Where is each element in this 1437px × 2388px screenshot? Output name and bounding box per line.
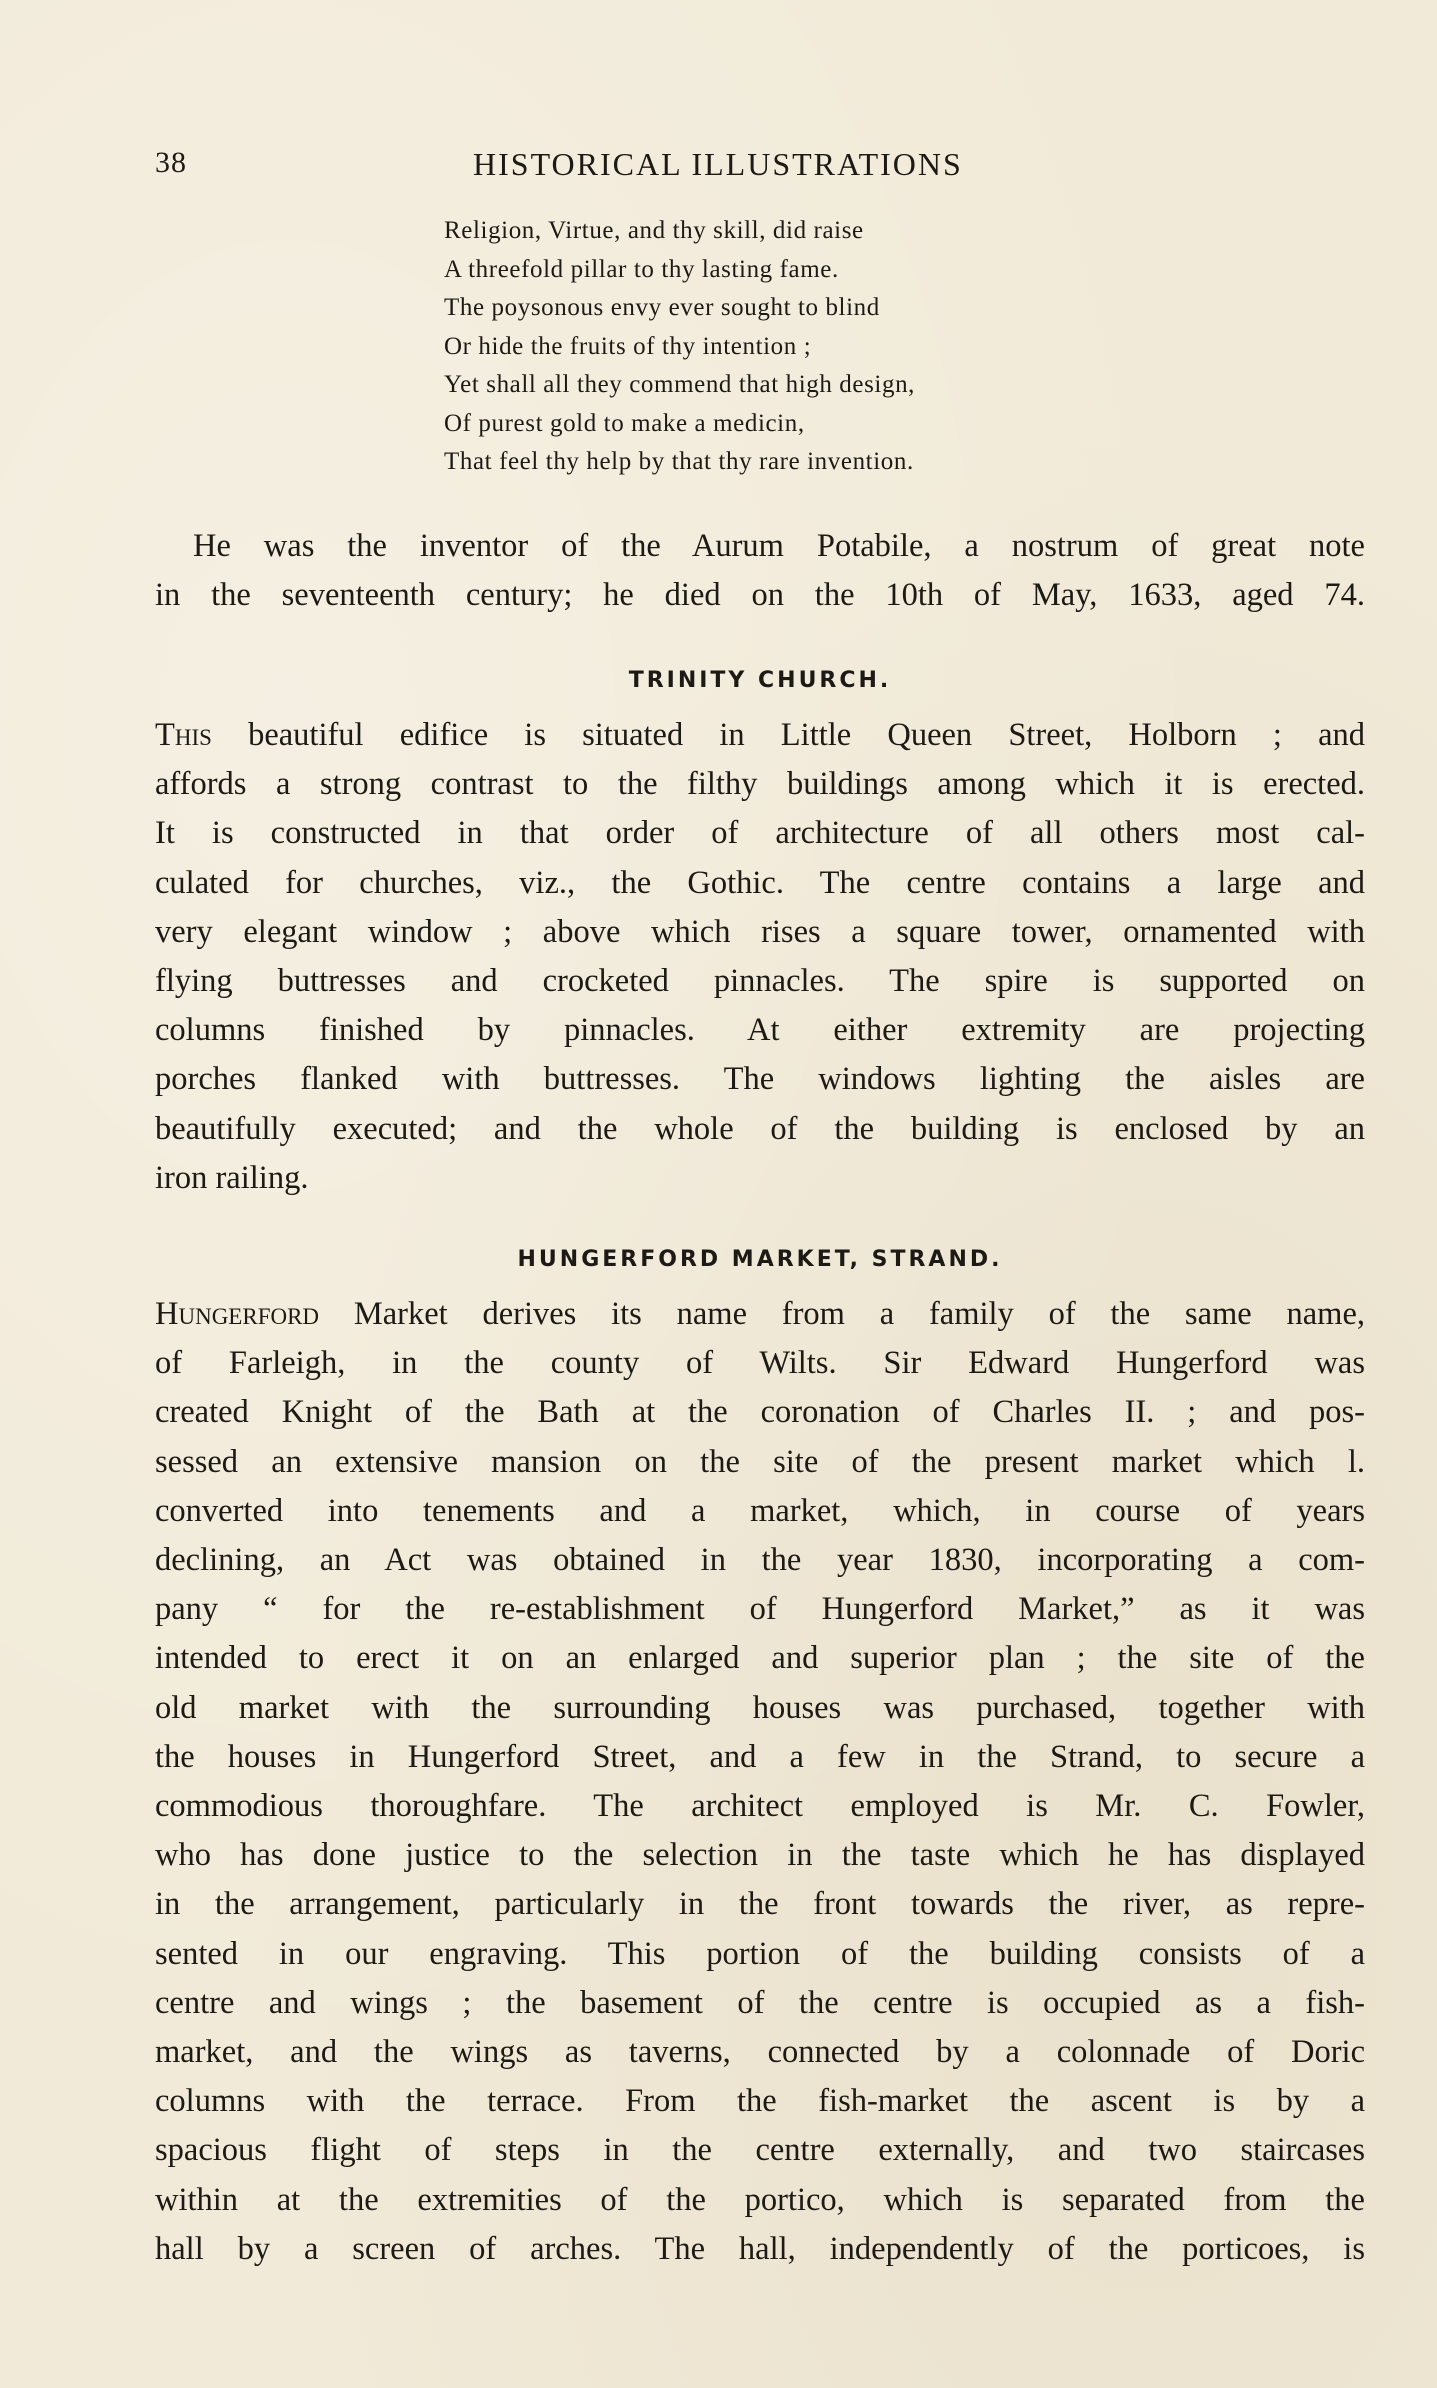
line-text: Market derives its name from a family of the same name, [353, 1296, 1365, 1332]
paragraph-line: sented in our engraving. This portion of the building consists of a [155, 1935, 1365, 1972]
paragraph-line: very elegant window ; above which rises a square tower, ornamented with [155, 913, 1365, 950]
poem-line: That feel thy help by that thy rare invention. [444, 448, 914, 475]
paragraph-line: beautifully executed; and the whole of the building is enclosed by an [155, 1110, 1365, 1147]
paragraph-line: declining, an Act was obtained in the year 1830, incorporating a com- [155, 1542, 1365, 1579]
paragraph-line: flying buttresses and crocketed pinnacles. The spire is supported on [155, 963, 1365, 1000]
running-head [155, 146, 1365, 190]
paragraph-line: hall by a screen of arches. The hall, independently of the porticoes, is [155, 2230, 1365, 2267]
section-heading-trinity-church: TRINITY CHURCH. [628, 668, 892, 693]
poem-line: A threefold pillar to thy lasting fame. [444, 255, 839, 283]
line-text: beautiful edifice is situated in Little Queen Street, Holborn ; and [248, 717, 1365, 753]
paragraph-line: old market with the surrounding houses was purchased, together with [155, 1689, 1365, 1726]
paragraph-line: intended to erect it on an enlarged and superior plan ; the site of the [155, 1640, 1365, 1677]
poem-line: Yet shall all they commend that high design, [444, 371, 916, 398]
paragraph-line: who has done justice to the selection in the taste which he has displayed [155, 1837, 1365, 1874]
paragraph-line: commodious thoroughfare. The architect employed is Mr. C. Fowler, [155, 1788, 1365, 1825]
paragraph-line: sessed an extensive mansion on the site of the present market which l. [155, 1443, 1365, 1480]
paragraph-line: created Knight of the Bath at the coronation of Charles II. ; and pos- [155, 1394, 1365, 1431]
paragraph-line: within at the extremities of the portico, which is separated from the [155, 2181, 1365, 2218]
paragraph-line: of Farleigh, in the county of Wilts. Sir Edward Hungerford was [155, 1345, 1365, 1382]
paragraph-line: He was the inventor of the Aurum Potabile, a nostrum of great note [193, 528, 1365, 564]
paragraph-line: affords a strong contrast to the filthy buildings among which it is erected. [155, 766, 1365, 803]
drop-word: Hungerford [155, 1296, 320, 1332]
running-head-title: HISTORICAL ILLUSTRATIONS [473, 146, 963, 182]
paragraph-line: columns with the terrace. From the fish-market the ascent is by a [155, 2083, 1365, 2120]
poem-line: The poysonous envy ever sought to blind [444, 294, 880, 321]
paragraph-line: pany “ for the re-establishment of Hungerford Market,” as it was [155, 1591, 1365, 1628]
paragraph-line: spacious flight of steps in the centre externally, and two staircases [155, 2132, 1365, 2169]
drop-word: This [155, 717, 212, 753]
section-heading-hungerford-market: HUNGERFORD MARKET, STRAND. [517, 1247, 1003, 1272]
trinity-church-paragraph [155, 711, 1365, 1203]
paragraph-line: culated for churches, viz., the Gothic. The centre contains a large and [155, 864, 1365, 901]
poem-line: Or hide the fruits of thy intention ; [444, 332, 812, 360]
paragraph-line [155, 711, 1365, 760]
paragraph-line: in the seventeenth century; he died on the 10th of May, 1633, aged 74. [155, 577, 1365, 614]
paragraph-line: market, and the wings as taverns, connected by a colonnade of Doric [155, 2034, 1365, 2071]
poem-line: Religion, Virtue, and thy skill, did raise [444, 217, 864, 244]
paragraph-line: iron railing. [155, 1159, 309, 1196]
page-number: 38 [155, 146, 187, 179]
paragraph-line: converted into tenements and a market, which, in course of years [155, 1492, 1365, 1529]
paragraph-line: porches flanked with buttresses. The windows lighting the aisles are [155, 1061, 1365, 1098]
paragraph-line: centre and wings ; the basement of the centre is occupied as a fish- [155, 1984, 1365, 2021]
paragraph-line: columns finished by pinnacles. At either extremity are projecting [155, 1012, 1365, 1049]
paragraph-line [155, 1290, 1365, 1339]
poem-verse [444, 212, 1144, 482]
hungerford-market-paragraph [155, 1290, 1365, 2274]
paragraph-line: in the arrangement, particularly in the front towards the river, as repre- [155, 1886, 1365, 1923]
poem-line: Of purest gold to make a medicin, [444, 409, 805, 437]
paragraph-line: It is constructed in that order of architecture of all others most cal- [155, 815, 1365, 852]
paragraph-line: the houses in Hungerford Street, and a few in the Strand, to secure a [155, 1738, 1365, 1775]
intro-paragraph [155, 522, 1365, 620]
